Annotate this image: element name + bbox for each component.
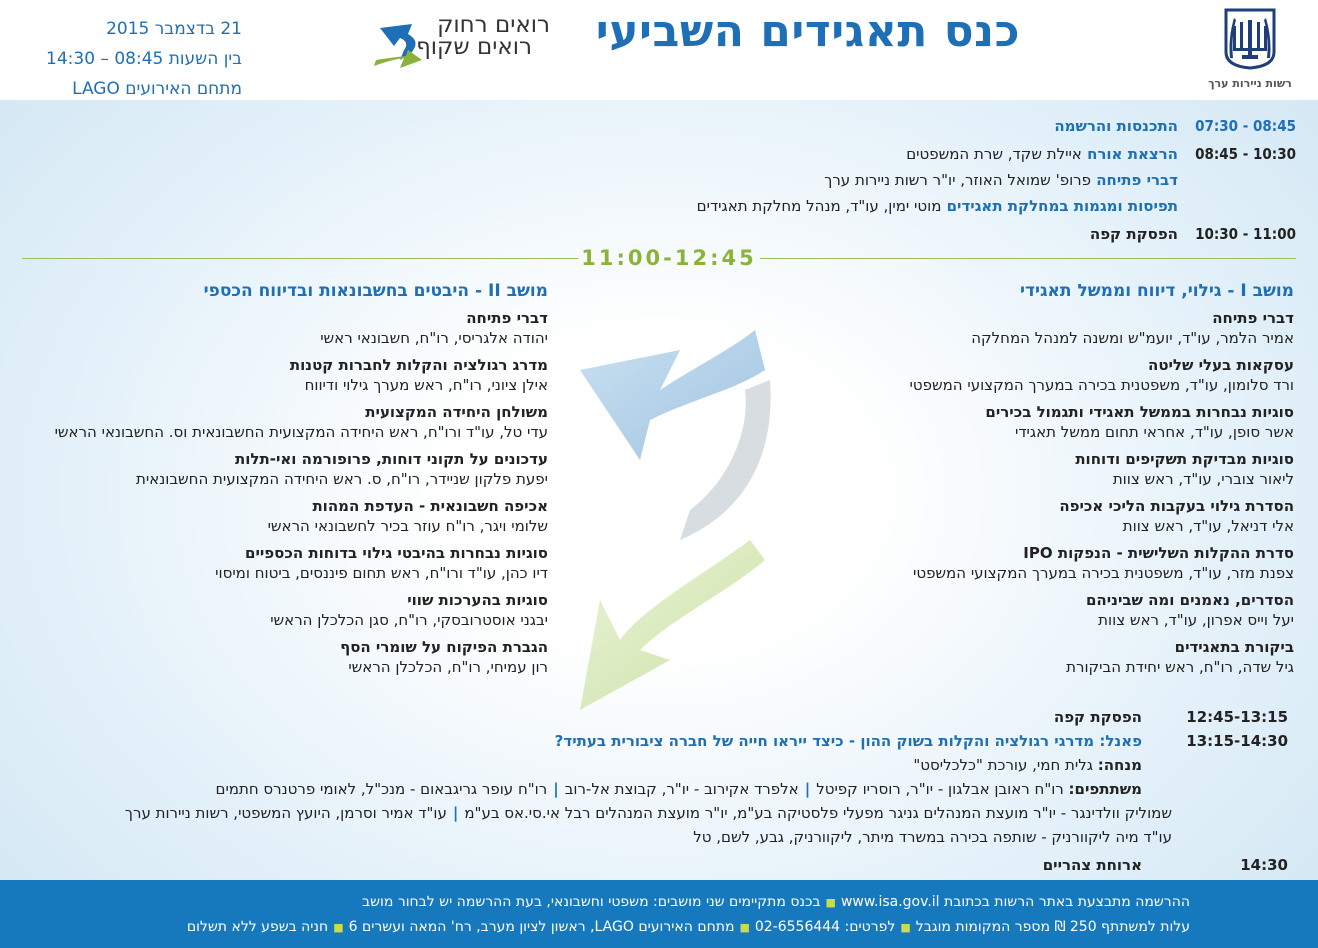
talk-item xyxy=(830,496,1294,536)
schedule-item xyxy=(824,170,1178,190)
footer xyxy=(0,880,1318,948)
talk-title: מדרג רגולציה והקלות לחברות קטנות xyxy=(289,356,548,374)
schedule-item-detail: מוטי ימין, עו"ד, מנהל מחלקת תאגידים xyxy=(696,197,942,215)
schedule-time: 11:00 - 10:30 xyxy=(1195,225,1296,243)
participants-label: משתתפים: xyxy=(1068,780,1142,798)
talk-item xyxy=(20,637,548,677)
panel-moderator-row xyxy=(913,754,1142,777)
talk-title: הגברת הפיקוח על שומרי הסף xyxy=(340,638,548,656)
separator: | xyxy=(452,804,459,822)
authority-caption: רשות ניירות ערך xyxy=(1208,77,1292,90)
schedule-time: 08:45 - 07:30 xyxy=(1195,117,1296,135)
schedule-time: 10:30 - 08:45 xyxy=(1195,145,1296,163)
header xyxy=(0,0,1318,100)
panel-time: 13:15-14:30 xyxy=(1186,732,1288,750)
talk-item xyxy=(20,308,548,348)
participant-4: שמוליק וולדינגר - יו"ר מועצת המנהלים גניגר מפעלי פלסטיקה בע"מ, יו"ר מועצת המנהלים רבל אי.סי.אס בע"מ xyxy=(464,804,1172,822)
schedule-item-title: תפיסות ומגמות במחלקת תאגידים xyxy=(941,197,1178,215)
session-2-title: מושב II - היבטים בחשבונאות ובדיווח הכספי xyxy=(203,281,548,301)
session-2 xyxy=(20,280,548,684)
talk-speaker: שלומי ויגר, רו"ח עוזר בכיר לחשבונאי הראשי xyxy=(267,517,548,535)
talk-item xyxy=(830,449,1294,489)
slogan-logo xyxy=(368,10,550,76)
schedule-item-detail: פרופ' שמואל האוזר, יו"ר רשות ניירות ערך xyxy=(824,171,1091,189)
schedule-item xyxy=(906,144,1178,164)
talk-item xyxy=(830,402,1294,442)
talk-speaker: ליאור צוברי, עו"ד, ראש צוות xyxy=(1112,470,1294,488)
session-1-talks xyxy=(830,308,1294,677)
talk-item xyxy=(20,355,548,395)
talk-speaker: יהודה אלגריסי, רו"ח, חשבונאי ראשי xyxy=(320,329,548,347)
separator: | xyxy=(553,780,559,798)
schedule-item xyxy=(697,196,1178,216)
participant-2: אלפרד אקירוב - יו"ר, קבוצת אל-רוב xyxy=(564,780,799,798)
event-date: 21 בדצמבר 2015 xyxy=(106,19,242,39)
lunch-row xyxy=(1043,854,1288,877)
schedule-item-title: דברי פתיחה xyxy=(1091,171,1178,189)
cycle-arrows-graphic xyxy=(560,310,800,720)
talk-speaker: יפעת פלקון שניידר, רו"ח, ס. ראש היחידה המקצועית החשבונאית xyxy=(136,470,548,488)
schedule-item-title: הרצאת אורח xyxy=(1081,145,1178,163)
talk-title: משולחן היחידה המקצועית xyxy=(365,403,548,421)
panel-title: פאנל: מדרגי רגולציה והקלות בשוק ההון - כיצד ייראו חייה של חברה ציבורית בעתיד? xyxy=(554,732,1142,750)
talk-title: דברי פתיחה xyxy=(466,309,548,327)
talk-speaker: אילן ציוני, רו"ח, ראש מערך גילוי ודיווח xyxy=(304,376,548,394)
schedule-row xyxy=(906,144,1296,164)
talk-item xyxy=(830,543,1294,583)
panel-participants-row xyxy=(216,778,1143,801)
talk-item xyxy=(20,402,548,442)
lunch-label: ארוחת צהריים xyxy=(1042,856,1142,874)
coffee-break-time: 12:45-13:15 xyxy=(1186,708,1288,726)
talk-speaker: יבגני אוסטרובסקי, רו"ח, סגן הכלכלן הראשי xyxy=(270,611,548,629)
talk-title: דברי פתיחה xyxy=(1212,309,1294,327)
talk-title: הסדרת גילוי בעקבות הליכי אכיפה xyxy=(1059,497,1294,515)
moderator-name: גלית חמי, עורכת "כלכליסט" xyxy=(913,756,1098,774)
talk-speaker: יעל וייס אפרון, עו"ד, ראש צוות xyxy=(1098,611,1294,629)
panel-participants-row-3 xyxy=(693,826,1172,849)
talk-speaker: אלי דניאל, עו"ד, ראש צוות xyxy=(1122,517,1294,535)
talk-speaker: דיו כהן, עו"ד ורו"ח, ראש תחום פיננסים, ביטוח ומיסוי xyxy=(215,564,548,582)
schedule-row xyxy=(1054,116,1296,136)
talk-title: עדכונים על תקוני דוחות, פרופורמה ואי-תלות xyxy=(235,450,548,468)
talk-item xyxy=(830,590,1294,630)
participant-1: רו"ח ראובן אבלגון - יו"ר, רוסריו קפיטל xyxy=(816,780,1069,798)
schedule-item xyxy=(1054,116,1178,136)
event-hours: בין השעות 08:45 – 14:30 xyxy=(46,49,242,69)
lunch-time: 14:30 xyxy=(1240,856,1288,874)
footer-line-2 xyxy=(187,917,1190,938)
panel-row xyxy=(555,730,1288,753)
schedule-row xyxy=(1090,224,1296,244)
talk-speaker: גיל שדה, רו"ח, ראש יחידת הביקורת xyxy=(1066,658,1294,676)
schedule-item-title: הפסקת קפה xyxy=(1089,225,1178,243)
divider-right xyxy=(760,258,1296,259)
talk-title: ביקורת בתאגידים xyxy=(1174,638,1294,656)
talk-item xyxy=(830,637,1294,677)
bullet: ■ xyxy=(825,896,836,909)
talk-speaker: עדי טל, עו"ד ורו"ח, ראש היחידה המקצועית החשבונאית וס. החשבונאי הראשי xyxy=(54,423,548,441)
talk-speaker: אשר סופן, עו"ד, אחראי תחום ממשל תאגידי xyxy=(1015,423,1294,441)
participant-3: רו"ח עופר גריגבאום - מנכ"ל, לאומי פרטנרס חתמים xyxy=(215,780,548,798)
talk-title: סוגיות נבחרות בהיבטי גילוי בדוחות הכספיים xyxy=(245,544,548,562)
participant-5: עו"ד אמיר וסרמן, היועץ המשפטי, רשות ניירות ערך xyxy=(124,804,447,822)
talk-item xyxy=(20,590,548,630)
event-info xyxy=(20,14,242,104)
talk-item xyxy=(20,543,548,583)
talk-title: הסדרים, נאמנים ומה שביניהם xyxy=(1085,591,1294,609)
session-time: 11:00-12:45 xyxy=(581,246,757,270)
page-title: כנס תאגידים השביעי xyxy=(595,6,1020,57)
footer-line-1 xyxy=(362,892,1190,913)
footer-parking: חניה בשפע ללא תשלום xyxy=(186,919,329,935)
schedule-item-title: התכנסות והרשמה xyxy=(1054,117,1178,135)
footer-registration: ההרשמה מתבצעת באתר הרשות בכתובת www.isa.gov.il xyxy=(840,894,1190,910)
bullet: ■ xyxy=(739,921,750,934)
footer-address: מתחם האירועים LAGO, ראשון לציון מערב, רח' המאה ועשרים 6 xyxy=(348,919,735,935)
logo-line-2: רואים שקוף xyxy=(416,34,532,60)
schedule-row xyxy=(697,196,1296,216)
talk-item xyxy=(20,496,548,536)
talk-title: סוגיות בהערכות שווי xyxy=(407,591,548,609)
schedule-row xyxy=(824,170,1296,190)
talk-item xyxy=(830,308,1294,348)
talk-title: סדרת ההקלות השלישית - הנפקות IPO xyxy=(1023,544,1294,562)
separator: | xyxy=(804,780,811,798)
talk-speaker: רון עמיחי, רו"ח, הכלכלן הראשי xyxy=(348,658,548,676)
logo-line-1: רואים רחוק xyxy=(437,12,550,38)
footer-sessions: בכנס מתקיימים שני מושבים: משפטי וחשבונאי, בעת ההרשמה יש לבחור מושב xyxy=(362,894,821,910)
talk-speaker: אמיר הלמר, עו"ד, יועמ"ש ומשנה למנהל המחלקה xyxy=(971,329,1294,347)
talk-speaker: צפנת מזר, עו"ד, משפטנית בכירה במערך המקצועי המשפטי xyxy=(912,564,1294,582)
session-2-talks xyxy=(20,308,548,677)
divider-left xyxy=(22,258,578,259)
bullet: ■ xyxy=(333,921,344,934)
session-1-title: מושב I - גילוי, דיווח וממשל תאגידי xyxy=(1019,281,1294,301)
talk-title: עסקאות בעלי שליטה xyxy=(1148,356,1294,374)
panel-participants-row-2 xyxy=(125,802,1172,825)
schedule-item xyxy=(1090,224,1178,244)
bullet: ■ xyxy=(900,921,911,934)
talk-title: סוגיות מבדיקת תשקיפים ודוחות xyxy=(1075,450,1294,468)
talk-speaker: ורד סלומון, עו"ד, משפטנית בכירה במערך המקצועי המשפטי xyxy=(909,376,1294,394)
talk-item xyxy=(20,449,548,489)
coffee-break-row xyxy=(1054,706,1288,729)
schedule-item-detail: איילת שקד, שרת המשפטים xyxy=(906,145,1082,163)
talk-title: אכיפה חשבונאית - העדפת המהות xyxy=(312,497,548,515)
session-1 xyxy=(830,280,1294,684)
footer-phone: לפרטים: 02-6556444 xyxy=(754,919,896,935)
moderator-label: מנחה: xyxy=(1097,756,1142,774)
participant-6: עו"ד מיה ליקוורניק - שותפה בכירה במשרד מיתר, ליקוורניק, גבע, לשם, טל xyxy=(693,828,1172,846)
talk-title: סוגיות נבחרות בממשל תאגידי ותגמול בכירים xyxy=(985,403,1294,421)
event-venue: מתחם האירועים LAGO xyxy=(72,79,242,99)
footer-cost: עלות למשתתף 250 ₪ מספר המקומות מוגבל xyxy=(915,919,1190,935)
state-emblem-icon xyxy=(1222,8,1278,70)
coffee-break-label: הפסקת קפה xyxy=(1053,708,1142,726)
talk-item xyxy=(830,355,1294,395)
